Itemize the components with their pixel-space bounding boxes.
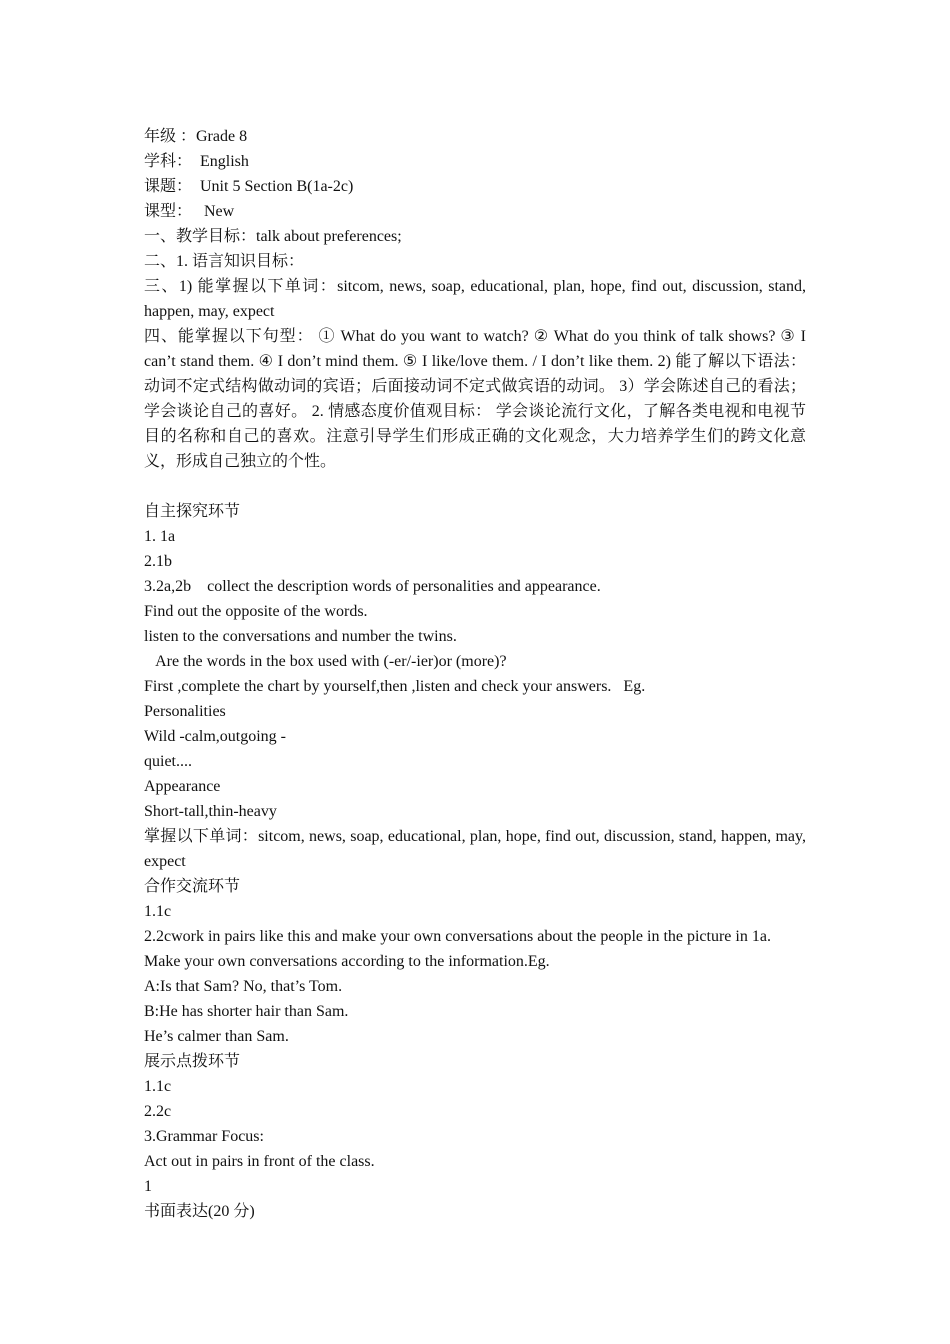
teaching-objective: 一、教学目标：talk about preferences; bbox=[144, 228, 402, 245]
self-study-item: Short-tall,thin-heavy bbox=[144, 803, 277, 820]
spacer bbox=[144, 474, 806, 499]
self-study-item: Wild -calm,outgoing - bbox=[144, 728, 286, 745]
cooperation-item: 1.1c bbox=[144, 903, 172, 920]
self-study-item: Appearance bbox=[144, 778, 221, 795]
self-study-item: Find out the opposite of the words. bbox=[144, 603, 368, 620]
presentation-item: 1 bbox=[144, 1178, 152, 1195]
self-study-item: Are the words in the box used with (-er/-ier)or (more)? bbox=[144, 653, 507, 670]
vocabulary-objective: 三、1) 能掌握以下单词：sitcom, news, soap, educational, plan, hope, find out, discussion, stand, happen, may, expect bbox=[144, 278, 806, 320]
self-study-item: 3.2a,2b collect the description words of personalities and appearance. bbox=[144, 578, 601, 595]
presentation-item: 3.Grammar Focus: bbox=[144, 1128, 264, 1145]
self-study-item: 2.1b bbox=[144, 553, 172, 570]
subject-line: 学科： English bbox=[144, 153, 249, 170]
grade-line: 年级 ：Grade 8 bbox=[144, 128, 248, 145]
topic-line: 课题： Unit 5 Section B(1a-2c) bbox=[144, 178, 354, 195]
self-study-item: 1. 1a bbox=[144, 528, 176, 545]
cooperation-item: Make your own conversations according to the information.Eg. bbox=[144, 953, 550, 970]
presentation-heading: 展示点拨环节 bbox=[144, 1053, 241, 1070]
cooperation-heading: 合作交流环节 bbox=[144, 878, 241, 895]
language-objective: 二、1. 语言知识目标： bbox=[144, 253, 305, 270]
self-study-vocabulary: 掌握以下单词：sitcom, news, soap, educational, plan, hope, find out, discussion, stand, happen, may, expect bbox=[144, 828, 806, 870]
self-study-item: listen to the conversations and number the twins. bbox=[144, 628, 457, 645]
sentence-pattern-objective: 四、能掌握以下句型： ① What do you want to watch? ② What do you think of talk shows? ③ I can’t stand them. ④ I don’t mind them. ⑤ I like/love them. / I don’t like them. 2) 能了解以下语法： 动词不定式结构做动词的宾语；后面接动词不定式做宾语的动词。 3）学会陈述自己的看法；学会谈论自己的喜好。 2. 情感态度价值观目标： 学会谈论流行文化，了解各类电视和电视节目的名称和自己的喜欢。注意引导学生们形成正确的文化观念，大力培养学生们的跨文化意义，形成自己独立的个性。 bbox=[144, 328, 806, 470]
cooperation-item: 2.2cwork in pairs like this and make your own conversations about the people in the picture in 1a. bbox=[144, 928, 771, 945]
cooperation-item: A:Is that Sam? No, that’s Tom. bbox=[144, 978, 343, 995]
cooperation-item: B:He has shorter hair than Sam. bbox=[144, 1003, 349, 1020]
lesson-type-line: 课型： New bbox=[144, 203, 235, 220]
self-study-item: quiet.... bbox=[144, 753, 192, 770]
writing-section-heading: 书面表达(20 分) bbox=[144, 1203, 255, 1220]
self-study-item: Personalities bbox=[144, 703, 226, 720]
self-study-heading: 自主探究环节 bbox=[144, 503, 241, 520]
presentation-item: 1.1c bbox=[144, 1078, 172, 1095]
presentation-item: Act out in pairs in front of the class. bbox=[144, 1153, 375, 1170]
document-body bbox=[144, 124, 806, 1224]
presentation-item: 2.2c bbox=[144, 1103, 172, 1120]
cooperation-item: He’s calmer than Sam. bbox=[144, 1028, 289, 1045]
self-study-item: First ,complete the chart by yourself,then ,listen and check your answers. Eg. bbox=[144, 678, 646, 695]
